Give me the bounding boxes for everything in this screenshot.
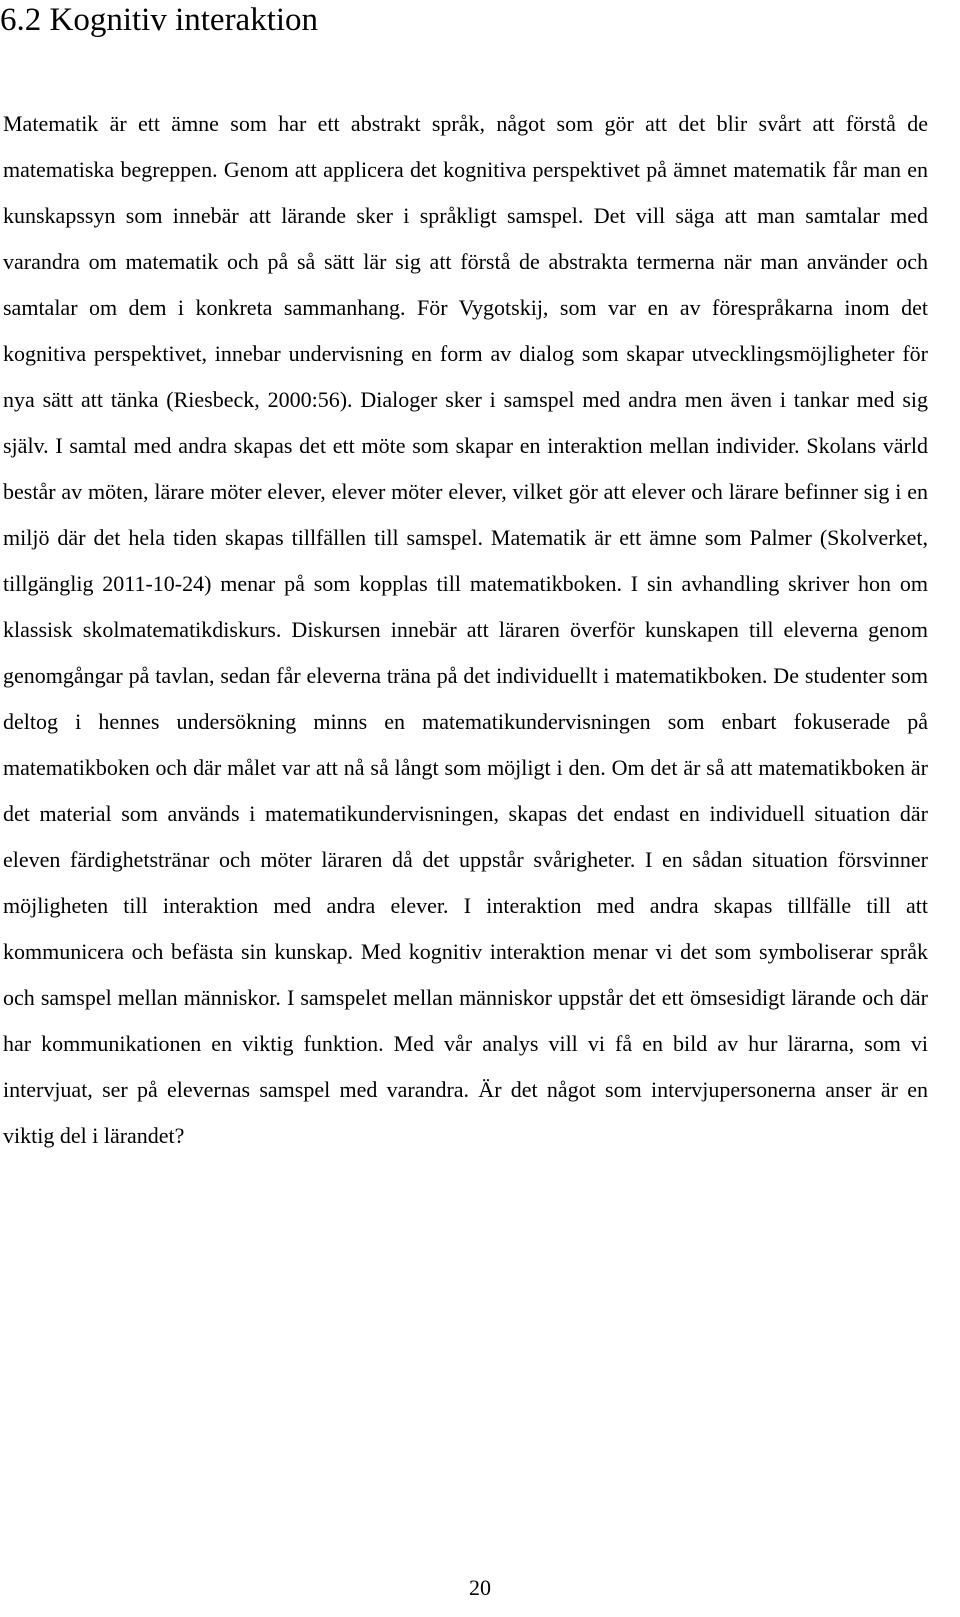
section-heading: 6.2 Kognitiv interaktion [0, 2, 319, 38]
body-paragraph: Matematik är ett ämne som har ett abstrakt språk, något som gör att det blir svårt att förstå de matematiska begreppen. Genom att applicera det kognitiva perspektivet på ämnet matematik får man en kunskapssyn som innebär att lärande sker i språkligt samspel. Det vill säga att man samtalar med varandra om matematik och på så sätt lär sig att förstå de abstrakta termerna när man använder och samtalar om dem i konkreta sammanhang. För Vygotskij, som var en av förespråkarna inom det kognitiva perspektivet, innebar undervisning en form av dialog som skapar utvecklingsmöjligheter för nya sätt att tänka (Riesbeck, 2000:56). Dialoger sker i samspel med andra men även i tankar med sig själv. I samtal med andra skapas det ett möte som skapar en interaktion mellan individer. Skolans värld består av möten, lärare möter elever, elever möter elever, vilket gör att elever och lärare befinner sig i en miljö där det hela tiden skapas tillfällen till samspel. Matematik är ett ämne som Palmer (Skolverket, tillgänglig 2011-10-24) menar på som kopplas till matematikboken. I sin avhandling skriver hon om klassisk skolmatematikdiskurs. Diskursen innebär att läraren överför kunskapen till eleverna genom genomgångar på tavlan, sedan får eleverna träna på det individuellt i matematikboken. De studenter som deltog i hennes undersökning minns en matematikundervisningen som enbart fokuserade på matematikboken och där målet var att nå så långt som möjligt i den. Om det är så att matematikboken är det material som används i matematikundervisningen, skapas det endast en individuell situation där eleven färdighetstränar och möter läraren då det uppstår svårigheter. I en sådan situation försvinner möjligheten till interaktion med andra elever. I interaktion med andra skapas tillfälle till att kommunicera och befästa sin kunskap. Med kognitiv interaktion menar vi det som symboliserar språk och samspel mellan människor. I samspelet mellan människor uppstår det ett ömsesidigt lärande och där har kommunikationen en viktig funktion. Med vår analys vill vi få en bild av hur lärarna, som vi intervjuat, ser på elevernas samspel med varandra. Är det något som intervjupersonerna anser är en viktig del i lärandet? [3, 111, 928, 1148]
page-number: 20 [469, 1575, 491, 1600]
